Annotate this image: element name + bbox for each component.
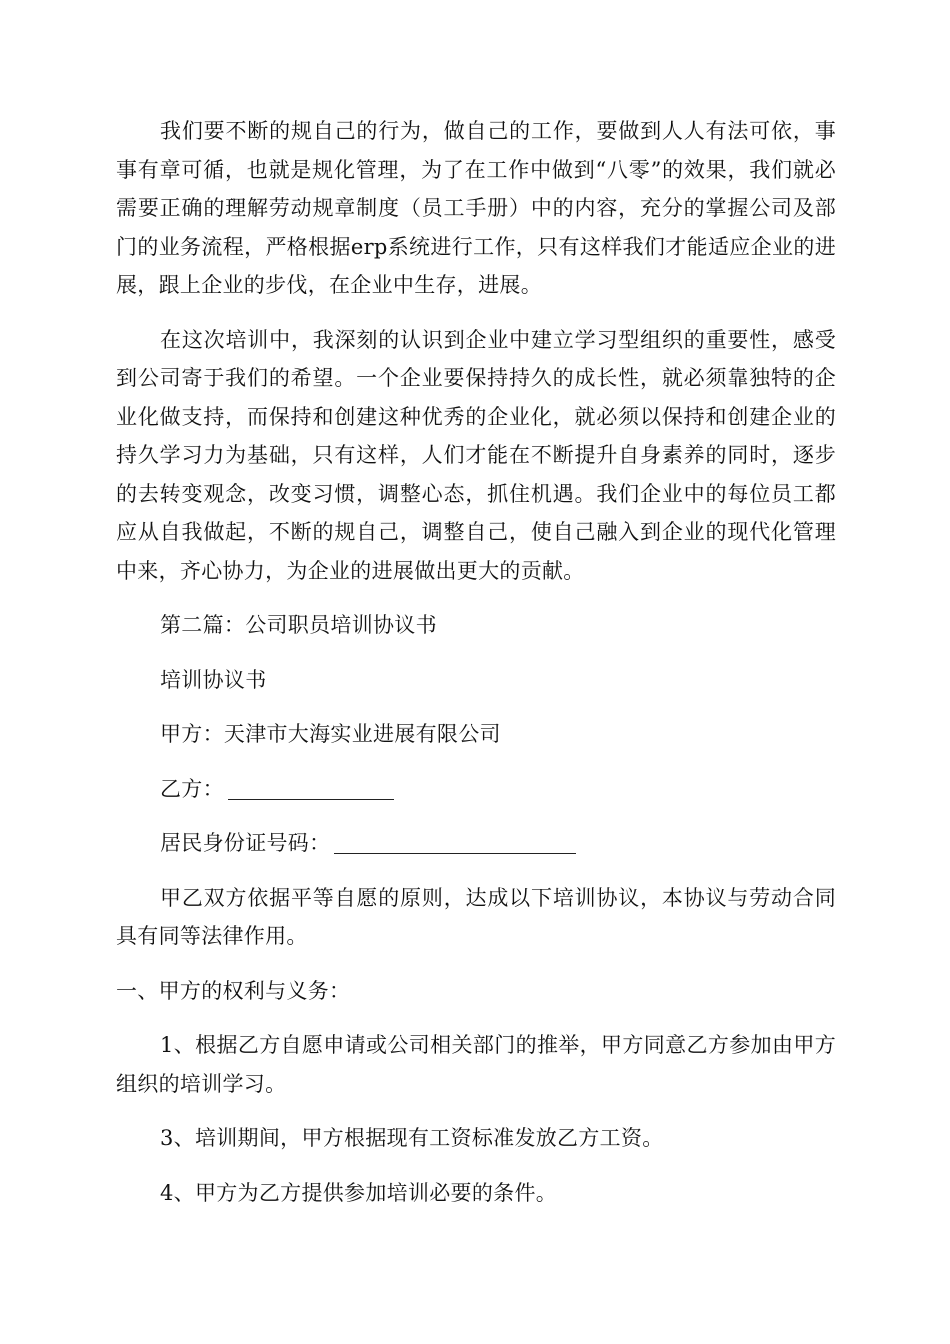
section-title: 第二篇：公司职员培训协议书 [160, 613, 437, 637]
party-b-label: 乙方： [160, 776, 224, 801]
agreement-intro: 甲乙双方依据平等自愿的原则，达成以下培训协议，本协议与劳动合同具有同等法律作用。 [116, 885, 836, 948]
clause-1: 1、根据乙方自愿申请或公司相关部门的推举，甲方同意乙方参加由甲方组织的培训学习。 [116, 1033, 836, 1096]
paragraph-training-reflection: 在这次培训中，我深刻的认识到企业中建立学习型组织的重要性，感受到公司寄于我们的希望。一个企业要保持持久的成长性，就必须靠独特的企业化做支持，而保持和创建这种优秀的企业化，就必须以保持和创建企业的持久学习力为基础，只有这样，人们才能在不断提升自身素养的同时，逐步的去转变观念，改变习惯，调整心态，抓住机遇。我们企业中的每位员工都应从自我做起，不断的规自己，调整自己，使自己融入到企业的现代化管理中来，齐心协力，为企业的进展做出更大的贡献。 [116, 327, 836, 583]
paragraph-self-discipline: 我们要不断的规自己的行为，做自己的工作，要做到人人有法可依，事事有章可循，也就是规化管理，为了在工作中做到“八零”的效果，我们就必需要正确的理解劳动规章制度（员工手册）中的内容，充分的掌握公司及部门的业务流程，严格根据erp系统进行工作，只有这样我们才能适应企业的进展，跟上企业的步伐，在企业中生存，进展。 [116, 119, 836, 297]
id-number-line [116, 824, 836, 863]
party-b-line [116, 770, 836, 809]
section1-heading: 一、甲方的权利与义务： [116, 978, 351, 1003]
id-number-blank [334, 852, 576, 854]
id-number-label: 居民身份证号码： [160, 831, 331, 855]
clause-3: 3、培训期间，甲方根据现有工资标准发放乙方工资。 [160, 1126, 664, 1150]
document-page [116, 112, 836, 1228]
clause-4: 4、甲方为乙方提供参加培训必要的条件。 [160, 1180, 558, 1205]
party-b-blank [228, 798, 394, 800]
party-a-line: 甲方：天津市大海实业进展有限公司 [160, 722, 501, 746]
doc-title: 培训协议书 [160, 667, 267, 692]
